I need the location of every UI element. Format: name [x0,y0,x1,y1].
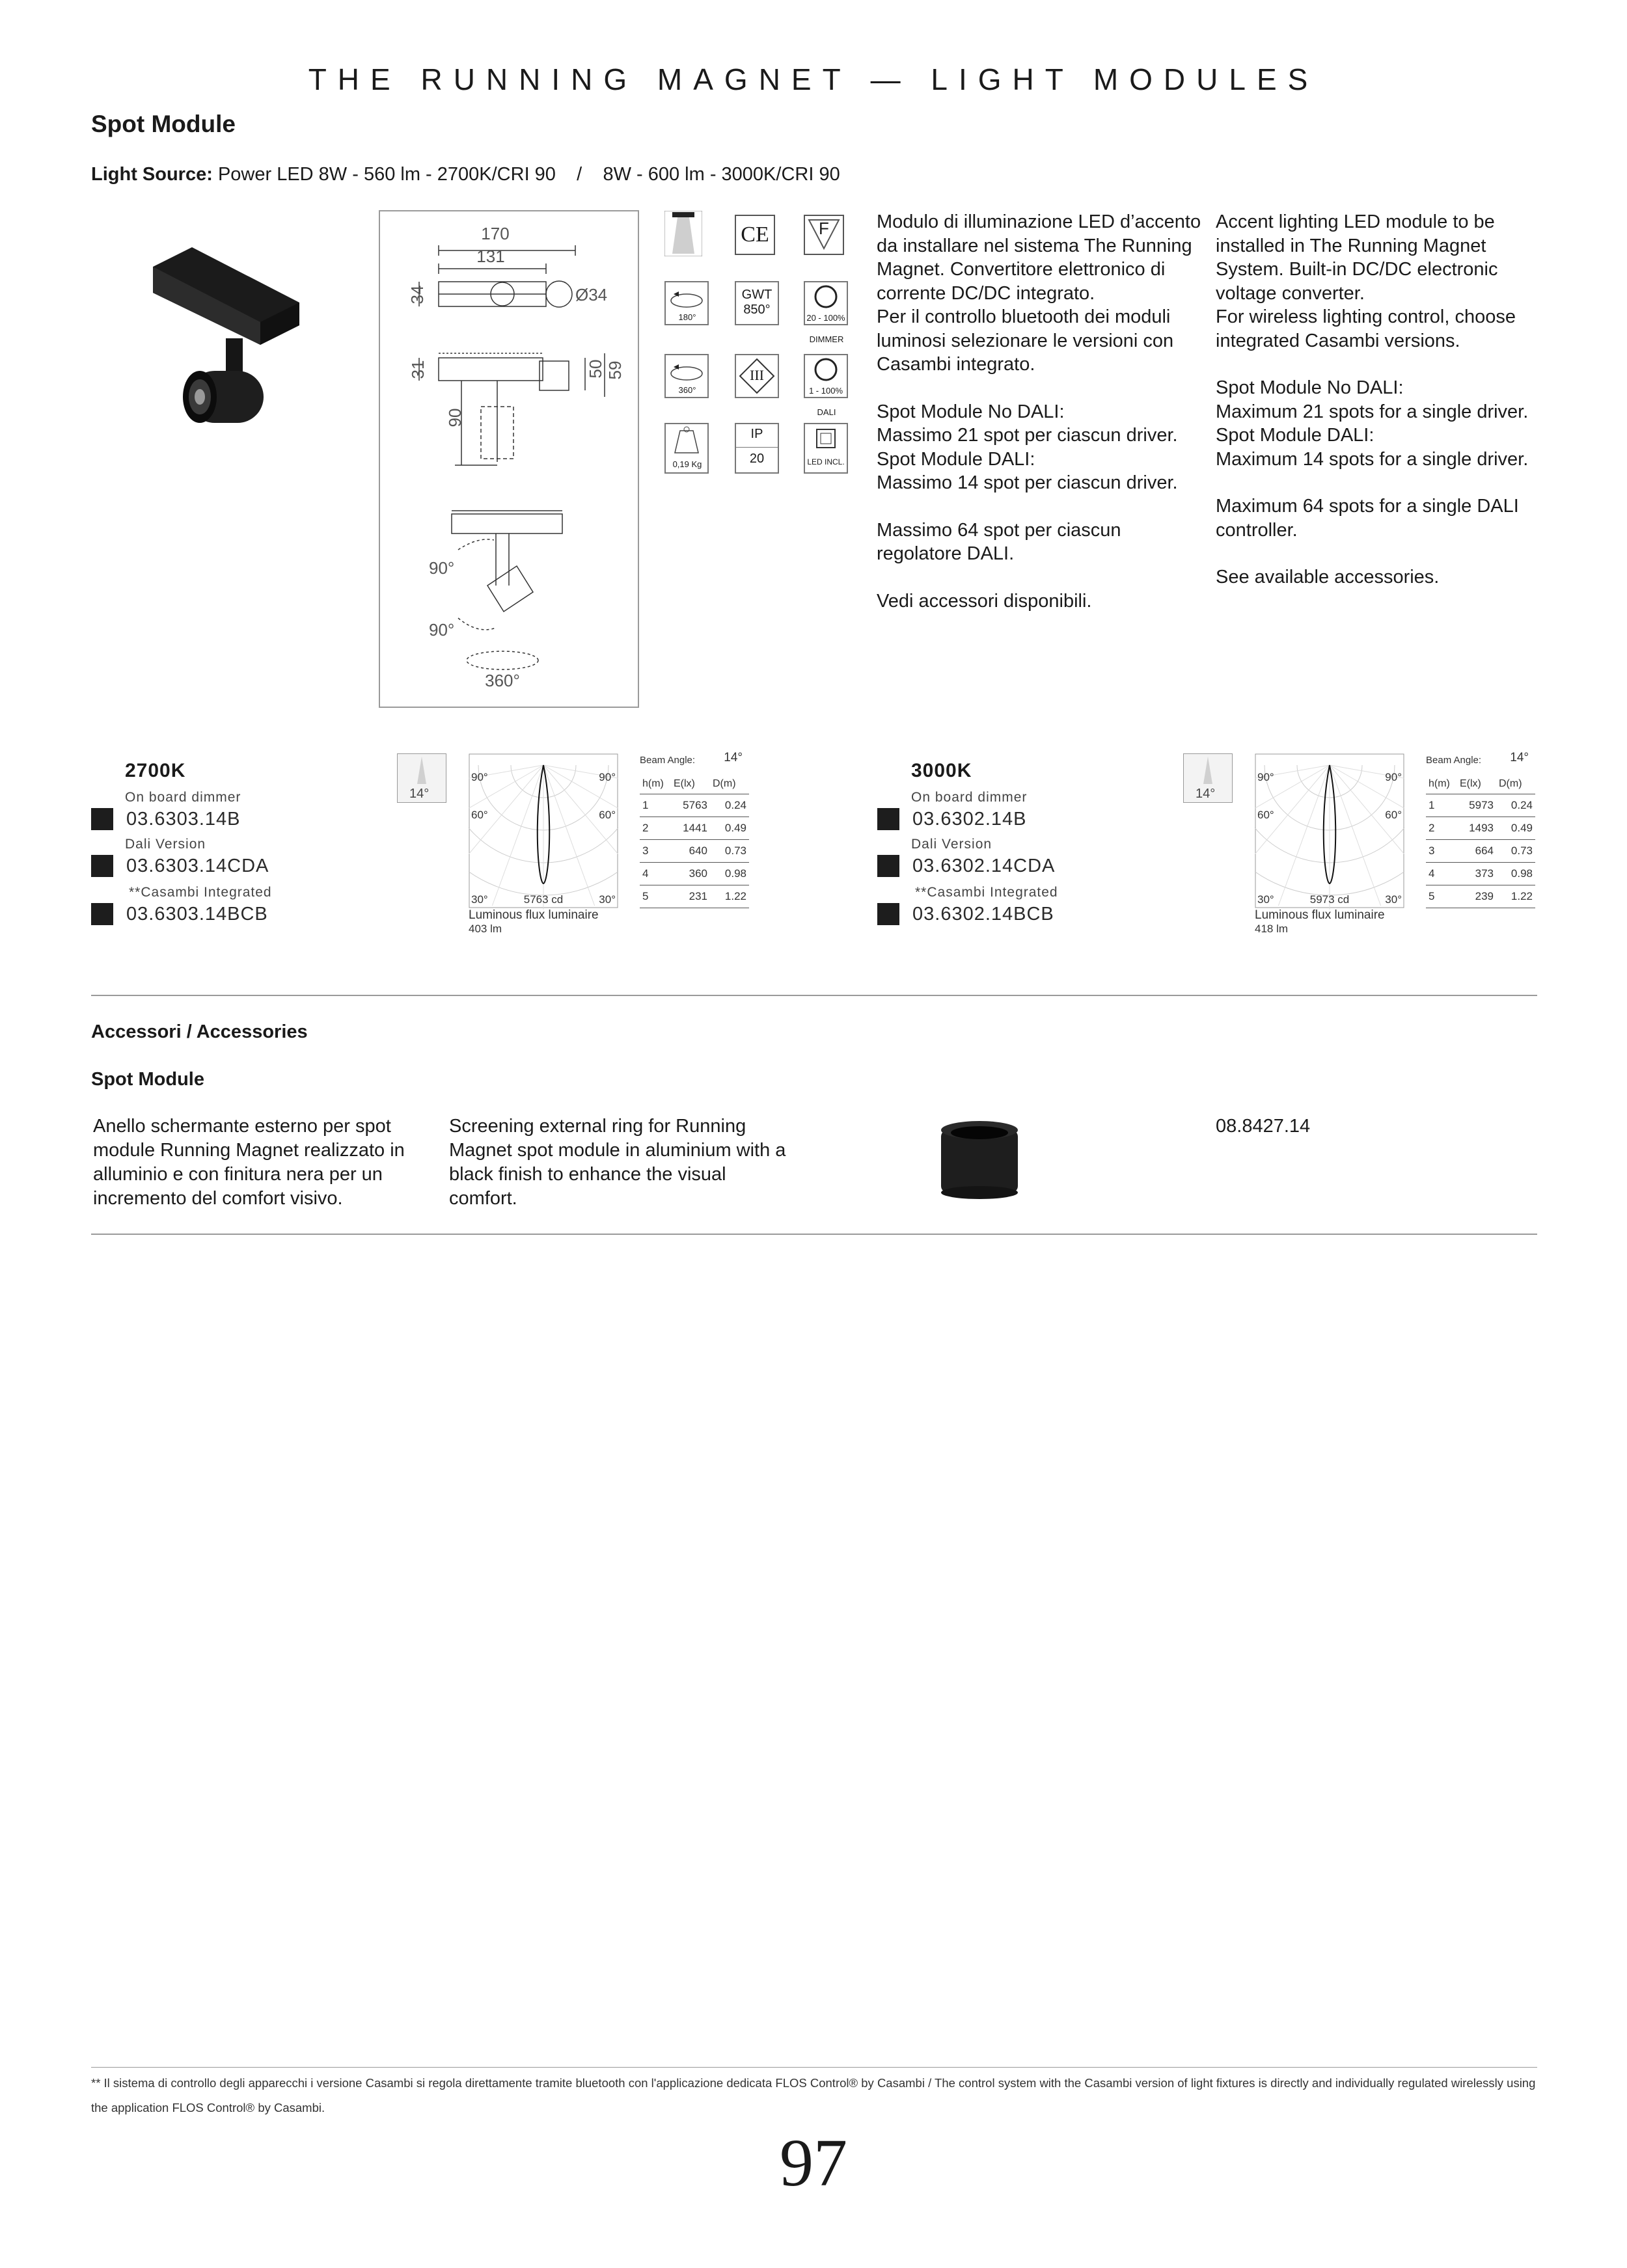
gwt-value: 850° [743,303,771,317]
polar-label-bottom-right: 30° [599,893,616,906]
black-finish-swatch [877,903,899,925]
desc-en-4: Maximum 21 spots for a single driver. [1216,401,1529,422]
dali-range: 1 - 100% [808,386,843,396]
desc-it-1: Modulo di illuminazione LED d’accento da installare nel sistema The Running Magnet. Convertitore elettronico di corrente DC/DC integrato. [877,211,1201,304]
dali-icon [804,354,848,398]
dim-31: 31 [408,360,428,379]
beam-table [640,753,750,908]
angle-90-b: 90° [429,620,455,640]
table-cell: 1 [640,794,671,817]
code-row-bcb [91,903,268,925]
product-code-b: 03.6303.14B [126,808,241,830]
beam-badge-label: 14° [409,787,430,801]
table-row [1426,885,1535,908]
table-header-cell: E(lx) [671,774,710,794]
dim-131: 131 [476,247,505,266]
f-mark-icon [804,215,844,255]
accessories-title: Accessori / Accessories [91,1021,308,1042]
class-iii-icon [735,354,779,398]
gwt-title: GWT [741,288,772,302]
polar-label-top-right: 90° [599,771,616,783]
table-row [640,840,749,863]
polar-label-bottom-left: 30° [1257,893,1274,906]
beam-badge [397,753,446,803]
polar-label-top-left: 90° [1257,771,1274,783]
ip-value: 20 [736,447,778,466]
dim-50: 50 [586,359,605,379]
table-cell: 3 [640,840,671,863]
accessory-desc-it: Anello schermante esterno per spot module Running Magnet realizzato in alluminio e con finitura nera per un incremento del comfort visivo. [93,1116,405,1209]
spot-light-icon [664,211,702,256]
desc-it-2: Per il controllo bluetooth dei moduli luminosi selezionare le versioni con Casambi integrato. [877,306,1174,375]
table-cell: 664 [1457,840,1496,863]
code-row-cda [91,855,269,877]
table-header-row [1426,774,1535,794]
table-cell: 0.49 [1496,817,1535,840]
page-header-title: THE RUNNING MAGNET — LIGHT MODULES [308,62,1319,96]
dim-170: 170 [481,224,510,243]
polar-label-candela: 5763 cd [523,893,564,906]
angle-360: 360° [485,671,520,690]
ip-rating-icon [735,423,779,474]
variant-cct: 3000K [911,760,972,781]
label-casambi: **Casambi Integrated [915,885,1058,900]
table-row [640,817,749,840]
desc-en-3: Spot Module No DALI: [1216,377,1404,398]
illuminance-table [1426,774,1535,908]
beam-badge-label: 14° [1196,787,1216,801]
polar-label-mid-left: 60° [1257,809,1274,821]
polar-label-candela: 5973 cd [1309,893,1350,906]
table-header-cell: h(m) [1426,774,1457,794]
table-cell: 5763 [671,794,710,817]
table-cell: 360 [671,863,710,885]
footnote: ** Il sistema di controllo degli apparecchi i versione Casambi si regola direttamente tramite bluetooth con l'applicazione dedicata FLOS Control® by Casambi / The control system with the Casambi version of light fixtures is directly and individually regulated wirelessly using the application FLOS Control® by Casambi. [91,2076,1536,2114]
description-english [1216,210,1554,613]
illuminance-table [640,774,749,908]
table-cell: 1 [1426,794,1457,817]
dimmer-range: 20 - 100% [806,313,845,323]
table-cell: 0.24 [1496,794,1535,817]
code-row-bcb [877,903,1054,925]
flux-value: 418 lm [1255,923,1289,935]
polar-label-top-left: 90° [471,771,488,783]
dim-90: 90 [445,408,465,427]
polar-label-mid-right: 60° [599,809,616,821]
table-cell: 1441 [671,817,710,840]
desc-en-5: Spot Module DALI: [1216,425,1374,446]
dim-34: 34 [407,285,427,304]
flux-label: Luminous flux luminaire [469,908,599,922]
polar-diagram [1255,753,1404,935]
footnote-divider [91,2067,1537,2068]
label-casambi: **Casambi Integrated [129,885,272,900]
rotate-180-label: 180° [678,312,696,322]
table-header-cell: D(m) [1496,774,1535,794]
light-source-label: Light Source: [91,164,213,185]
table-cell: 0.24 [710,794,749,817]
light-source-value: Power LED 8W - 560 lm - 2700K/CRI 90 / 8W - 600 lm - 3000K/CRI 90 [217,164,840,185]
flux-label: Luminous flux luminaire [1255,908,1385,922]
dimmer-icon [804,281,848,325]
variant-cct: 2700K [125,760,186,781]
beam-badge [1183,753,1233,803]
desc-it-7: Massimo 64 spot per ciascun regolatore DALI. [877,519,1121,564]
label-on-board-dimmer: On board dimmer [125,790,241,805]
black-finish-swatch [877,855,899,877]
desc-it-5: Spot Module DALI: [877,448,1035,470]
angle-90-a: 90° [429,558,455,578]
led-incl-label: LED INCL. [807,457,845,466]
table-row [640,794,749,817]
table-cell: 0.98 [1496,863,1535,885]
table-header-cell: h(m) [640,774,671,794]
table-header-row [640,774,749,794]
gwt-icon [735,281,779,325]
dali-label: DALI [817,407,836,417]
beam-angle-value: 14° [1510,751,1529,764]
table-cell: 4 [1426,863,1457,885]
product-photo [140,247,309,436]
desc-en-7: Maximum 64 spots for a single DALI controller. [1216,496,1519,541]
table-row [1426,863,1535,885]
variant-block-2700k [91,753,761,949]
black-finish-swatch [91,903,113,925]
table-cell: 0.73 [1496,840,1535,863]
polar-label-bottom-right: 30° [1385,893,1402,906]
polar-label-mid-left: 60° [471,809,488,821]
table-cell: 1.22 [710,885,749,908]
product-code-b: 03.6302.14B [912,808,1027,830]
table-cell: 5 [640,885,671,908]
table-cell: 1.22 [1496,885,1535,908]
desc-it-6: Massimo 14 spot per ciascun driver. [877,472,1178,493]
divider [91,1234,1537,1235]
page-number: 97 [780,2126,847,2200]
rotate-360-icon [664,354,709,398]
desc-en-1: Accent lighting LED module to be installed in The Running Magnet System. Built-in DC/DC electronic voltage converter. [1216,211,1498,304]
dim-diameter: Ø34 [575,285,608,304]
description-italian [877,210,1202,636]
table-row [1426,817,1535,840]
black-finish-swatch [91,855,113,877]
dimmer-label: DIMMER [809,334,844,344]
light-source-line [91,164,840,185]
desc-it-4: Massimo 21 spot per ciascun driver. [877,425,1178,446]
code-row-b [91,808,240,830]
code-row-b [877,808,1026,830]
weight-icon [664,423,709,474]
table-cell: 239 [1457,885,1496,908]
table-row [1426,840,1535,863]
table-cell: 5 [1426,885,1457,908]
beam-angle-label: Beam Angle: [1426,755,1482,766]
desc-en-6: Maximum 14 spots for a single driver. [1216,448,1529,470]
product-code-bcb: 03.6302.14BCB [912,903,1054,925]
product-code-bcb: 03.6303.14BCB [126,903,268,925]
accessory-ring-photo [937,1116,1022,1200]
table-row [640,885,749,908]
polar-label-top-right: 90° [1385,771,1402,783]
accessories-subtitle: Spot Module [91,1069,204,1090]
table-cell: 373 [1457,863,1496,885]
table-header-cell: D(m) [710,774,749,794]
desc-it-8: Vedi accessori disponibili. [877,590,1092,612]
led-included-icon [804,423,848,474]
polar-label-bottom-left: 30° [471,893,488,906]
label-dali-version: Dali Version [125,837,206,852]
dim-59: 59 [605,360,625,380]
f-mark-label: F [819,219,829,238]
accessory-code: 08.8427.14 [1216,1116,1311,1137]
technical-drawing [379,210,639,708]
flux-value: 403 lm [469,923,502,935]
black-finish-swatch [91,808,113,830]
table-cell: 0.98 [710,863,749,885]
variant-block-3000k [877,753,1548,949]
table-header-cell: E(lx) [1457,774,1496,794]
desc-it-3: Spot Module No DALI: [877,401,1065,422]
label-on-board-dimmer: On board dimmer [911,790,1028,805]
rotate-180-icon [664,281,709,325]
accessory-desc-en: Screening external ring for Running Magnet spot module in aluminium with a black finish to enhance the visual comfort. [449,1116,786,1209]
ip-label: IP [750,427,763,441]
weight-label: 0,19 Kg [672,459,702,469]
table-cell: 5973 [1457,794,1496,817]
table-cell: 231 [671,885,710,908]
product-code-cda: 03.6302.14CDA [912,855,1056,876]
desc-en-2: For wireless lighting control, choose integrated Casambi versions. [1216,306,1516,351]
divider [91,995,1537,996]
beam-angle-label: Beam Angle: [640,755,696,766]
section-title: Spot Module [91,111,236,137]
label-dali-version: Dali Version [911,837,992,852]
table-cell: 3 [1426,840,1457,863]
polar-diagram [469,753,618,935]
product-code-cda: 03.6303.14CDA [126,855,269,876]
table-cell: 0.49 [710,817,749,840]
rotate-360-label: 360° [678,385,696,395]
table-cell: 1493 [1457,817,1496,840]
ce-mark-icon: CE [735,215,775,255]
class-iii-label: III [750,367,764,383]
polar-label-mid-right: 60° [1385,809,1402,821]
table-cell: 2 [1426,817,1457,840]
black-finish-swatch [877,808,899,830]
table-cell: 4 [640,863,671,885]
icon-grid [661,209,856,476]
table-cell: 640 [671,840,710,863]
beam-angle-value: 14° [724,751,743,764]
code-row-cda [877,855,1055,877]
table-cell: 2 [640,817,671,840]
table-row [1426,794,1535,817]
table-row [640,863,749,885]
desc-en-8: See available accessories. [1216,567,1440,587]
table-cell: 0.73 [710,840,749,863]
beam-table [1426,753,1537,908]
